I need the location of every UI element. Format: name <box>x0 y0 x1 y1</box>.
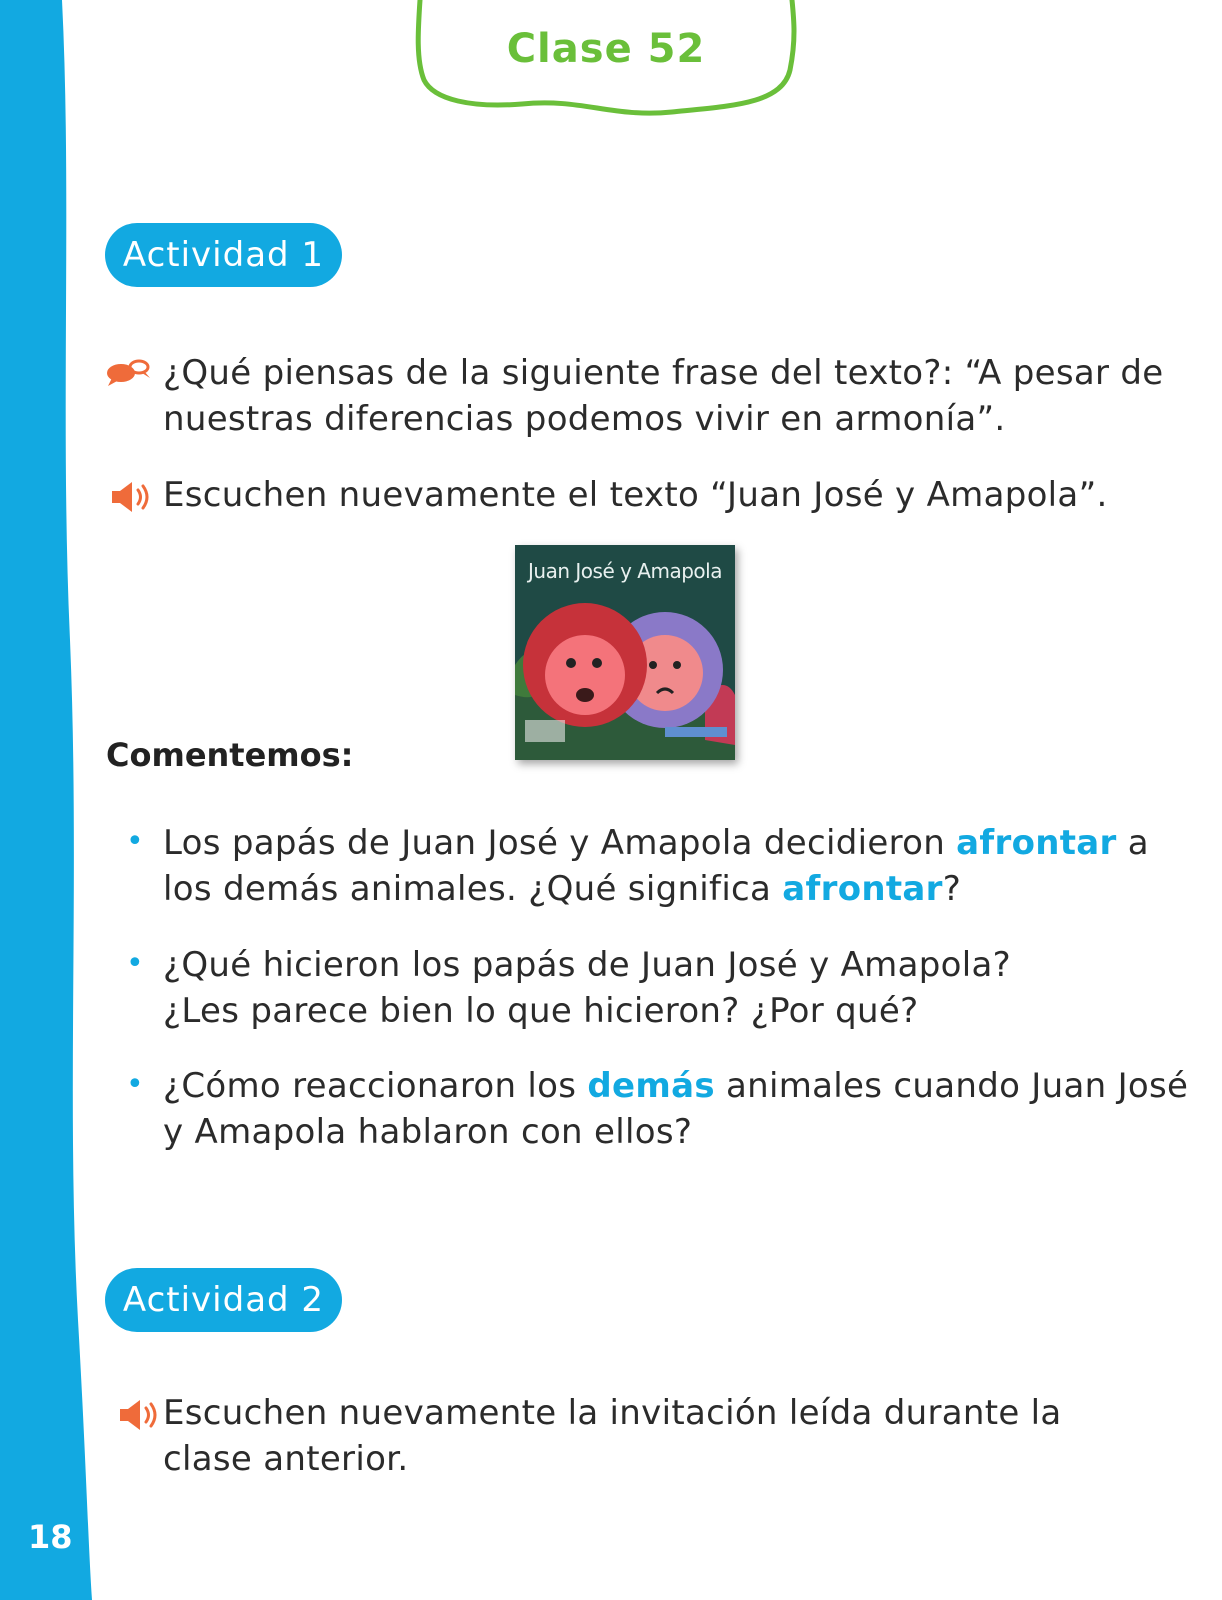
speaker-icon <box>110 480 154 514</box>
bullet-1-line-1 <box>163 820 1149 867</box>
text-segment: a <box>1116 823 1149 863</box>
activity-2-pill: Actividad 2 <box>105 1268 342 1332</box>
listen-text-2-line-1: Escuchen nuevamente la invitación leída durante la <box>163 1393 1062 1433</box>
bullet-marker: • <box>126 946 144 981</box>
clase-title: Clase 52 <box>506 26 706 72</box>
text-segment: ¿Cómo reaccionaron los <box>163 1066 588 1106</box>
highlight-word: afrontar <box>782 869 943 909</box>
text-segment: los demás animales. ¿Qué significa <box>163 869 783 909</box>
question-line-2: nuestras diferencias podemos vivir en armonía”. <box>163 399 1006 439</box>
book-cover-title: Juan José y Amapola <box>528 559 722 583</box>
page-number: 18 <box>28 1518 73 1556</box>
listen-text-2-line-2: clase anterior. <box>163 1439 409 1479</box>
bullet-2-line-1: ¿Qué hicieron los papás de Juan José y Amapola? <box>163 945 1011 985</box>
listen-text-1: Escuchen nuevamente el texto “Juan José y Amapola”. <box>163 475 1108 515</box>
text-segment: Los papás de Juan José y Amapola decidieron <box>163 823 957 863</box>
side-band <box>0 0 110 1600</box>
highlight-word: demás <box>587 1066 715 1106</box>
book-cover-image <box>515 545 735 760</box>
question-line-1: ¿Qué piensas de la siguiente frase del texto?: “A pesar de <box>163 353 1164 393</box>
activity-1-pill: Actividad 1 <box>105 223 342 287</box>
speech-bubbles-icon <box>104 358 154 388</box>
text-segment: ? <box>942 869 962 909</box>
highlight-word: afrontar <box>956 823 1117 863</box>
bullet-marker: • <box>126 824 144 859</box>
bullet-3-line-2: y Amapola hablaron con ellos? <box>163 1112 693 1152</box>
bullet-3-line-1 <box>163 1063 1188 1110</box>
bullet-marker: • <box>126 1067 144 1102</box>
bullet-1-line-2 <box>163 866 961 913</box>
bullet-2-line-2: ¿Les parece bien lo que hicieron? ¿Por qué? <box>163 991 919 1031</box>
text-segment: animales cuando Juan José <box>714 1066 1189 1106</box>
speaker-icon <box>118 1398 162 1432</box>
comentemos-heading: Comentemos: <box>106 736 354 774</box>
